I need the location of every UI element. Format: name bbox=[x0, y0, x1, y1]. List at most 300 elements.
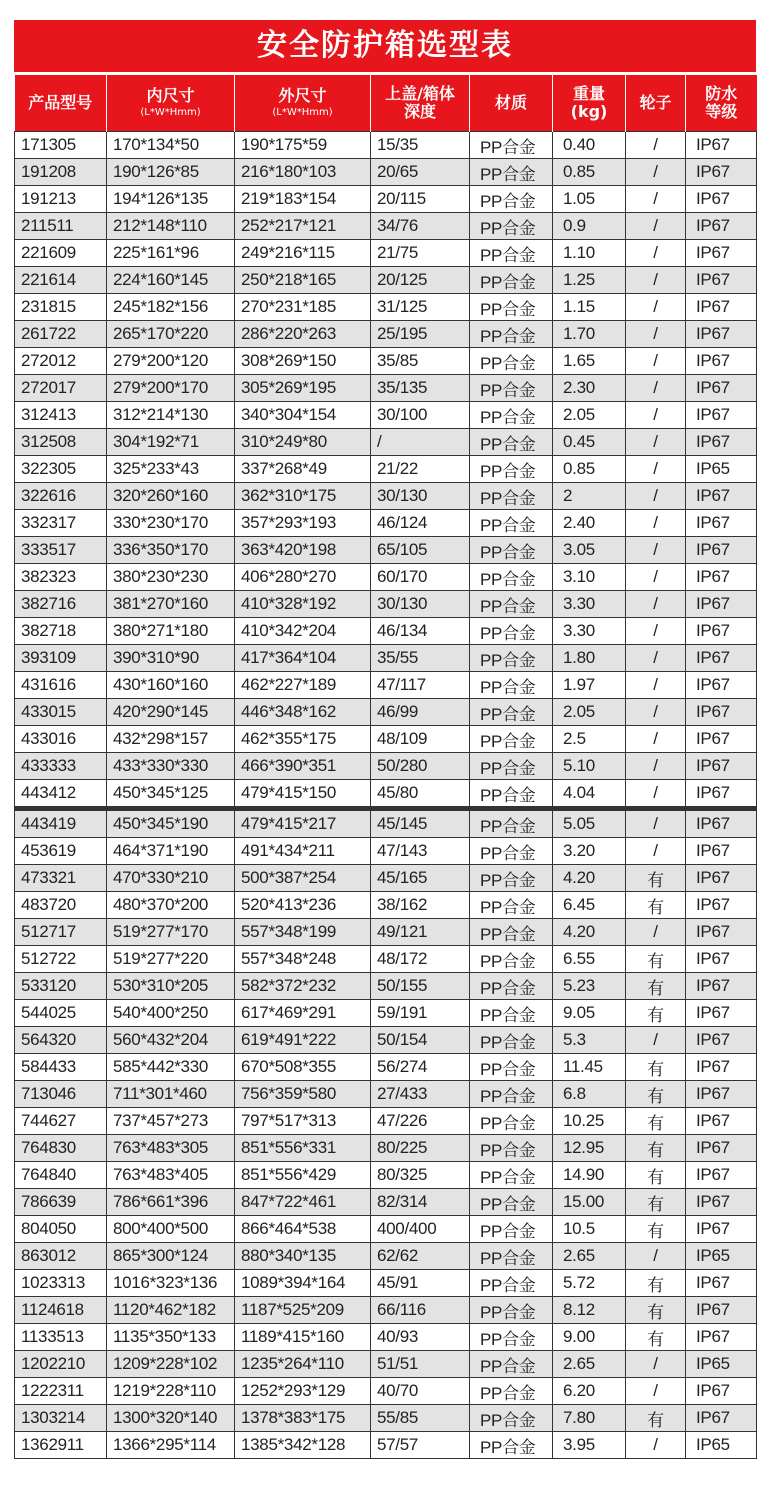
cell-lid-depth: 21/22 bbox=[371, 456, 470, 483]
cell-material: PP合金 bbox=[470, 1108, 553, 1135]
cell-model: 512722 bbox=[15, 946, 107, 973]
cell-wheels: / bbox=[626, 456, 686, 483]
cell-waterproof: IP67 bbox=[686, 132, 757, 159]
cell-lid-depth: 30/100 bbox=[371, 402, 470, 429]
table-row bbox=[15, 699, 757, 726]
table-row bbox=[15, 1405, 757, 1432]
cell-model: 261722 bbox=[15, 321, 107, 348]
cell-lid-depth: 59/191 bbox=[371, 1000, 470, 1027]
cell-model: 1222311 bbox=[15, 1378, 107, 1405]
cell-model: 211511 bbox=[15, 213, 107, 240]
cell-wheels: 有 bbox=[626, 1297, 686, 1324]
cell-model: 312508 bbox=[15, 429, 107, 456]
cell-wheels: / bbox=[626, 375, 686, 402]
cell-outer-size: 582*372*232 bbox=[235, 973, 371, 1000]
cell-material: PP合金 bbox=[470, 375, 553, 402]
cell-weight: 1.65 bbox=[553, 348, 626, 375]
cell-weight: 0.85 bbox=[553, 456, 626, 483]
cell-lid-depth: 25/195 bbox=[371, 321, 470, 348]
cell-waterproof: IP67 bbox=[686, 838, 757, 865]
cell-weight: 3.30 bbox=[553, 618, 626, 645]
cell-waterproof: IP67 bbox=[686, 564, 757, 591]
cell-outer-size: 1189*415*160 bbox=[235, 1324, 371, 1351]
cell-outer-size: 410*342*204 bbox=[235, 618, 371, 645]
cell-outer-size: 557*348*248 bbox=[235, 946, 371, 973]
table-row bbox=[15, 1297, 757, 1324]
cell-weight: 6.45 bbox=[553, 892, 626, 919]
cell-material: PP合金 bbox=[470, 510, 553, 537]
cell-wheels: 有 bbox=[626, 946, 686, 973]
cell-wheels: / bbox=[626, 321, 686, 348]
cell-material: PP合金 bbox=[470, 132, 553, 159]
cell-outer-size: 286*220*263 bbox=[235, 321, 371, 348]
cell-model: 382323 bbox=[15, 564, 107, 591]
table-row bbox=[15, 348, 757, 375]
cell-wheels: / bbox=[626, 591, 686, 618]
table-row bbox=[15, 429, 757, 456]
header-weight bbox=[553, 74, 626, 132]
cell-inner-size: 279*200*170 bbox=[107, 375, 235, 402]
table-header bbox=[15, 74, 757, 132]
cell-wheels: 有 bbox=[626, 1270, 686, 1297]
cell-wheels: / bbox=[626, 645, 686, 672]
cell-material: PP合金 bbox=[470, 1270, 553, 1297]
cell-model: 713046 bbox=[15, 1081, 107, 1108]
cell-waterproof: IP67 bbox=[686, 213, 757, 240]
cell-model: 804050 bbox=[15, 1216, 107, 1243]
cell-inner-size: 380*230*230 bbox=[107, 564, 235, 591]
cell-outer-size: 250*218*165 bbox=[235, 267, 371, 294]
cell-model: 744627 bbox=[15, 1108, 107, 1135]
cell-waterproof: IP67 bbox=[686, 1324, 757, 1351]
cell-lid-depth: 40/93 bbox=[371, 1324, 470, 1351]
cell-lid-depth: 46/134 bbox=[371, 618, 470, 645]
cell-outer-size: 305*269*195 bbox=[235, 375, 371, 402]
cell-inner-size: 711*301*460 bbox=[107, 1081, 235, 1108]
table-row bbox=[15, 267, 757, 294]
cell-model: 443419 bbox=[15, 809, 107, 838]
cell-waterproof: IP67 bbox=[686, 699, 757, 726]
cell-model: 564320 bbox=[15, 1027, 107, 1054]
cell-outer-size: 310*249*80 bbox=[235, 429, 371, 456]
cell-outer-size: 797*517*313 bbox=[235, 1108, 371, 1135]
cell-inner-size: 519*277*220 bbox=[107, 946, 235, 973]
cell-material: PP合金 bbox=[470, 591, 553, 618]
cell-material: PP合金 bbox=[470, 1378, 553, 1405]
cell-outer-size: 357*293*193 bbox=[235, 510, 371, 537]
cell-material: PP合金 bbox=[470, 159, 553, 186]
cell-model: 544025 bbox=[15, 1000, 107, 1027]
cell-inner-size: 763*483*305 bbox=[107, 1135, 235, 1162]
cell-outer-size: 479*415*217 bbox=[235, 809, 371, 838]
cell-lid-depth: 45/91 bbox=[371, 1270, 470, 1297]
cell-weight: 1.10 bbox=[553, 240, 626, 267]
cell-inner-size: 194*126*135 bbox=[107, 186, 235, 213]
table-row bbox=[15, 672, 757, 699]
cell-weight: 1.25 bbox=[553, 267, 626, 294]
cell-material: PP合金 bbox=[470, 946, 553, 973]
cell-outer-size: 479*415*150 bbox=[235, 780, 371, 809]
cell-weight: 2 bbox=[553, 483, 626, 510]
cell-outer-size: 617*469*291 bbox=[235, 1000, 371, 1027]
header-inner-size-unit: (L*W*Hmm) bbox=[140, 107, 201, 118]
cell-inner-size: 1366*295*114 bbox=[107, 1432, 235, 1459]
cell-waterproof: IP67 bbox=[686, 483, 757, 510]
cell-lid-depth: 47/143 bbox=[371, 838, 470, 865]
cell-model: 533120 bbox=[15, 973, 107, 1000]
cell-lid-depth: 30/130 bbox=[371, 591, 470, 618]
cell-wheels: / bbox=[626, 753, 686, 780]
cell-waterproof: IP67 bbox=[686, 1054, 757, 1081]
cell-weight: 2.30 bbox=[553, 375, 626, 402]
cell-inner-size: 585*442*330 bbox=[107, 1054, 235, 1081]
cell-outer-size: 557*348*199 bbox=[235, 919, 371, 946]
table-row bbox=[15, 892, 757, 919]
cell-waterproof: IP67 bbox=[686, 294, 757, 321]
cell-inner-size: 1120*462*182 bbox=[107, 1297, 235, 1324]
cell-outer-size: 851*556*331 bbox=[235, 1135, 371, 1162]
cell-outer-size: 500*387*254 bbox=[235, 865, 371, 892]
cell-material: PP合金 bbox=[470, 1297, 553, 1324]
cell-waterproof: IP67 bbox=[686, 348, 757, 375]
table-row bbox=[15, 483, 757, 510]
cell-wheels: / bbox=[626, 429, 686, 456]
cell-lid-depth: 45/145 bbox=[371, 809, 470, 838]
cell-outer-size: 670*508*355 bbox=[235, 1054, 371, 1081]
cell-weight: 5.3 bbox=[553, 1027, 626, 1054]
table-row bbox=[15, 1000, 757, 1027]
cell-inner-size: 224*160*145 bbox=[107, 267, 235, 294]
cell-weight: 6.55 bbox=[553, 946, 626, 973]
cell-wheels: / bbox=[626, 186, 686, 213]
cell-outer-size: 337*268*49 bbox=[235, 456, 371, 483]
cell-weight: 0.9 bbox=[553, 213, 626, 240]
cell-outer-size: 619*491*222 bbox=[235, 1027, 371, 1054]
cell-weight: 1.70 bbox=[553, 321, 626, 348]
cell-waterproof: IP67 bbox=[686, 1108, 757, 1135]
cell-model: 312413 bbox=[15, 402, 107, 429]
cell-material: PP合金 bbox=[470, 1162, 553, 1189]
header-outer-size bbox=[235, 74, 371, 132]
cell-material: PP合金 bbox=[470, 1135, 553, 1162]
table-row bbox=[15, 1324, 757, 1351]
cell-material: PP合金 bbox=[470, 1324, 553, 1351]
cell-inner-size: 381*270*160 bbox=[107, 591, 235, 618]
cell-inner-size: 1135*350*133 bbox=[107, 1324, 235, 1351]
cell-weight: 5.05 bbox=[553, 809, 626, 838]
cell-weight: 9.00 bbox=[553, 1324, 626, 1351]
cell-waterproof: IP65 bbox=[686, 1243, 757, 1270]
cell-lid-depth: 30/130 bbox=[371, 483, 470, 510]
cell-material: PP合金 bbox=[470, 1054, 553, 1081]
cell-lid-depth: 65/105 bbox=[371, 537, 470, 564]
cell-inner-size: 390*310*90 bbox=[107, 645, 235, 672]
cell-inner-size: 470*330*210 bbox=[107, 865, 235, 892]
cell-lid-depth: 20/125 bbox=[371, 267, 470, 294]
cell-wheels: / bbox=[626, 1378, 686, 1405]
cell-weight: 4.20 bbox=[553, 865, 626, 892]
cell-model: 333517 bbox=[15, 537, 107, 564]
cell-lid-depth: 50/155 bbox=[371, 973, 470, 1000]
cell-lid-depth: 31/125 bbox=[371, 294, 470, 321]
cell-inner-size: 1209*228*102 bbox=[107, 1351, 235, 1378]
header-lid-depth bbox=[371, 74, 470, 132]
cell-waterproof: IP67 bbox=[686, 1000, 757, 1027]
cell-outer-size: 880*340*135 bbox=[235, 1243, 371, 1270]
cell-model: 433015 bbox=[15, 699, 107, 726]
cell-weight: 0.85 bbox=[553, 159, 626, 186]
cell-material: PP合金 bbox=[470, 483, 553, 510]
cell-material: PP合金 bbox=[470, 294, 553, 321]
cell-lid-depth: 21/75 bbox=[371, 240, 470, 267]
cell-material: PP合金 bbox=[470, 456, 553, 483]
cell-wheels: / bbox=[626, 1027, 686, 1054]
cell-waterproof: IP67 bbox=[686, 510, 757, 537]
cell-inner-size: 530*310*205 bbox=[107, 973, 235, 1000]
table-row bbox=[15, 294, 757, 321]
cell-outer-size: 1252*293*129 bbox=[235, 1378, 371, 1405]
cell-wheels: / bbox=[626, 780, 686, 809]
cell-material: PP合金 bbox=[470, 1243, 553, 1270]
cell-waterproof: IP67 bbox=[686, 186, 757, 213]
cell-waterproof: IP67 bbox=[686, 267, 757, 294]
cell-material: PP合金 bbox=[470, 1027, 553, 1054]
cell-model: 221614 bbox=[15, 267, 107, 294]
cell-inner-size: 433*330*330 bbox=[107, 753, 235, 780]
header-lid-depth-label: 上盖/箱体 深度 bbox=[385, 84, 455, 121]
cell-wheels: / bbox=[626, 240, 686, 267]
cell-model: 512717 bbox=[15, 919, 107, 946]
cell-waterproof: IP67 bbox=[686, 645, 757, 672]
cell-outer-size: 1378*383*175 bbox=[235, 1405, 371, 1432]
cell-waterproof: IP65 bbox=[686, 1351, 757, 1378]
table-row bbox=[15, 1162, 757, 1189]
cell-wheels: / bbox=[626, 537, 686, 564]
table-row bbox=[15, 321, 757, 348]
cell-weight: 3.20 bbox=[553, 838, 626, 865]
cell-material: PP合金 bbox=[470, 780, 553, 809]
cell-lid-depth: 35/85 bbox=[371, 348, 470, 375]
cell-model: 433016 bbox=[15, 726, 107, 753]
header-wheels bbox=[626, 74, 686, 132]
cell-inner-size: 1219*228*110 bbox=[107, 1378, 235, 1405]
cell-material: PP合金 bbox=[470, 809, 553, 838]
cell-weight: 4.04 bbox=[553, 780, 626, 809]
cell-outer-size: 520*413*236 bbox=[235, 892, 371, 919]
cell-waterproof: IP67 bbox=[686, 1135, 757, 1162]
cell-wheels: 有 bbox=[626, 1216, 686, 1243]
cell-lid-depth: 27/433 bbox=[371, 1081, 470, 1108]
cell-inner-size: 225*161*96 bbox=[107, 240, 235, 267]
table-row bbox=[15, 1054, 757, 1081]
cell-weight: 0.45 bbox=[553, 429, 626, 456]
cell-weight: 2.5 bbox=[553, 726, 626, 753]
table-row bbox=[15, 973, 757, 1000]
cell-material: PP合金 bbox=[470, 919, 553, 946]
header-row bbox=[15, 74, 757, 132]
cell-material: PP合金 bbox=[470, 838, 553, 865]
cell-wheels: / bbox=[626, 510, 686, 537]
cell-model: 433333 bbox=[15, 753, 107, 780]
cell-wheels: / bbox=[626, 159, 686, 186]
cell-inner-size: 170*134*50 bbox=[107, 132, 235, 159]
cell-wheels: / bbox=[626, 564, 686, 591]
cell-inner-size: 312*214*130 bbox=[107, 402, 235, 429]
cell-weight: 2.05 bbox=[553, 402, 626, 429]
cell-lid-depth: 46/124 bbox=[371, 510, 470, 537]
cell-inner-size: 450*345*125 bbox=[107, 780, 235, 809]
cell-outer-size: 756*359*580 bbox=[235, 1081, 371, 1108]
cell-lid-depth: 34/76 bbox=[371, 213, 470, 240]
table-row bbox=[15, 726, 757, 753]
cell-lid-depth: 20/115 bbox=[371, 186, 470, 213]
cell-inner-size: 279*200*120 bbox=[107, 348, 235, 375]
cell-inner-size: 430*160*160 bbox=[107, 672, 235, 699]
cell-lid-depth: / bbox=[371, 429, 470, 456]
cell-weight: 15.00 bbox=[553, 1189, 626, 1216]
cell-weight: 7.80 bbox=[553, 1405, 626, 1432]
cell-lid-depth: 20/65 bbox=[371, 159, 470, 186]
cell-wheels: 有 bbox=[626, 973, 686, 1000]
cell-waterproof: IP65 bbox=[686, 456, 757, 483]
cell-material: PP合金 bbox=[470, 1081, 553, 1108]
cell-weight: 10.25 bbox=[553, 1108, 626, 1135]
cell-weight: 5.10 bbox=[553, 753, 626, 780]
cell-model: 171305 bbox=[15, 132, 107, 159]
cell-inner-size: 763*483*405 bbox=[107, 1162, 235, 1189]
cell-weight: 3.05 bbox=[553, 537, 626, 564]
table-row bbox=[15, 402, 757, 429]
table-row bbox=[15, 132, 757, 159]
cell-lid-depth: 48/172 bbox=[371, 946, 470, 973]
table-row bbox=[15, 375, 757, 402]
cell-inner-size: 325*233*43 bbox=[107, 456, 235, 483]
table-row bbox=[15, 1216, 757, 1243]
header-waterproof bbox=[686, 74, 757, 132]
table-row bbox=[15, 919, 757, 946]
cell-waterproof: IP67 bbox=[686, 672, 757, 699]
cell-outer-size: 252*217*121 bbox=[235, 213, 371, 240]
cell-weight: 2.40 bbox=[553, 510, 626, 537]
cell-wheels: 有 bbox=[626, 1000, 686, 1027]
cell-inner-size: 480*370*200 bbox=[107, 892, 235, 919]
cell-inner-size: 380*271*180 bbox=[107, 618, 235, 645]
cell-inner-size: 464*371*190 bbox=[107, 838, 235, 865]
cell-outer-size: 190*175*59 bbox=[235, 132, 371, 159]
cell-weight: 2.65 bbox=[553, 1351, 626, 1378]
cell-inner-size: 420*290*145 bbox=[107, 699, 235, 726]
table-row bbox=[15, 809, 757, 838]
cell-model: 1124618 bbox=[15, 1297, 107, 1324]
cell-model: 221609 bbox=[15, 240, 107, 267]
cell-inner-size: 330*230*170 bbox=[107, 510, 235, 537]
cell-lid-depth: 50/154 bbox=[371, 1027, 470, 1054]
cell-waterproof: IP67 bbox=[686, 946, 757, 973]
cell-outer-size: 406*280*270 bbox=[235, 564, 371, 591]
cell-wheels: / bbox=[626, 726, 686, 753]
cell-waterproof: IP67 bbox=[686, 865, 757, 892]
table-row bbox=[15, 838, 757, 865]
cell-material: PP合金 bbox=[470, 1216, 553, 1243]
cell-wheels: / bbox=[626, 838, 686, 865]
cell-weight: 2.65 bbox=[553, 1243, 626, 1270]
cell-material: PP合金 bbox=[470, 892, 553, 919]
table-row bbox=[15, 1270, 757, 1297]
cell-inner-size: 1300*320*140 bbox=[107, 1405, 235, 1432]
cell-outer-size: 446*348*162 bbox=[235, 699, 371, 726]
cell-waterproof: IP67 bbox=[686, 1081, 757, 1108]
cell-material: PP合金 bbox=[470, 537, 553, 564]
cell-inner-size: 786*661*396 bbox=[107, 1189, 235, 1216]
cell-weight: 8.12 bbox=[553, 1297, 626, 1324]
cell-inner-size: 800*400*500 bbox=[107, 1216, 235, 1243]
cell-model: 322305 bbox=[15, 456, 107, 483]
table-title: 安全防护箱选型表 bbox=[14, 20, 756, 72]
table-row bbox=[15, 456, 757, 483]
cell-model: 191213 bbox=[15, 186, 107, 213]
cell-wheels: 有 bbox=[626, 1135, 686, 1162]
cell-lid-depth: 35/135 bbox=[371, 375, 470, 402]
cell-model: 382718 bbox=[15, 618, 107, 645]
cell-model: 272017 bbox=[15, 375, 107, 402]
table-row bbox=[15, 1027, 757, 1054]
cell-material: PP合金 bbox=[470, 321, 553, 348]
cell-inner-size: 1016*323*136 bbox=[107, 1270, 235, 1297]
cell-model: 1202210 bbox=[15, 1351, 107, 1378]
cell-inner-size: 865*300*124 bbox=[107, 1243, 235, 1270]
cell-inner-size: 304*192*71 bbox=[107, 429, 235, 456]
cell-wheels: / bbox=[626, 294, 686, 321]
cell-weight: 12.95 bbox=[553, 1135, 626, 1162]
cell-waterproof: IP67 bbox=[686, 375, 757, 402]
header-material bbox=[470, 74, 553, 132]
cell-outer-size: 866*464*538 bbox=[235, 1216, 371, 1243]
cell-lid-depth: 47/226 bbox=[371, 1108, 470, 1135]
cell-inner-size: 190*126*85 bbox=[107, 159, 235, 186]
cell-material: PP合金 bbox=[470, 726, 553, 753]
cell-outer-size: 847*722*461 bbox=[235, 1189, 371, 1216]
cell-outer-size: 462*355*175 bbox=[235, 726, 371, 753]
cell-model: 1133513 bbox=[15, 1324, 107, 1351]
table-row bbox=[15, 186, 757, 213]
cell-wheels: / bbox=[626, 1243, 686, 1270]
cell-waterproof: IP67 bbox=[686, 726, 757, 753]
cell-model: 764830 bbox=[15, 1135, 107, 1162]
cell-waterproof: IP67 bbox=[686, 537, 757, 564]
cell-model: 393109 bbox=[15, 645, 107, 672]
cell-outer-size: 410*328*192 bbox=[235, 591, 371, 618]
cell-wheels: 有 bbox=[626, 892, 686, 919]
cell-weight: 14.90 bbox=[553, 1162, 626, 1189]
header-model bbox=[15, 74, 107, 132]
cell-wheels: / bbox=[626, 672, 686, 699]
cell-model: 584433 bbox=[15, 1054, 107, 1081]
cell-outer-size: 417*364*104 bbox=[235, 645, 371, 672]
cell-waterproof: IP67 bbox=[686, 618, 757, 645]
cell-waterproof: IP67 bbox=[686, 892, 757, 919]
cell-inner-size: 432*298*157 bbox=[107, 726, 235, 753]
cell-lid-depth: 62/62 bbox=[371, 1243, 470, 1270]
cell-outer-size: 219*183*154 bbox=[235, 186, 371, 213]
cell-lid-depth: 66/116 bbox=[371, 1297, 470, 1324]
cell-waterproof: IP67 bbox=[686, 1189, 757, 1216]
cell-material: PP合金 bbox=[470, 672, 553, 699]
header-model-label: 产品型号 bbox=[28, 93, 93, 112]
cell-lid-depth: 40/70 bbox=[371, 1378, 470, 1405]
cell-lid-depth: 82/314 bbox=[371, 1189, 470, 1216]
cell-lid-depth: 15/35 bbox=[371, 132, 470, 159]
cell-model: 272012 bbox=[15, 348, 107, 375]
